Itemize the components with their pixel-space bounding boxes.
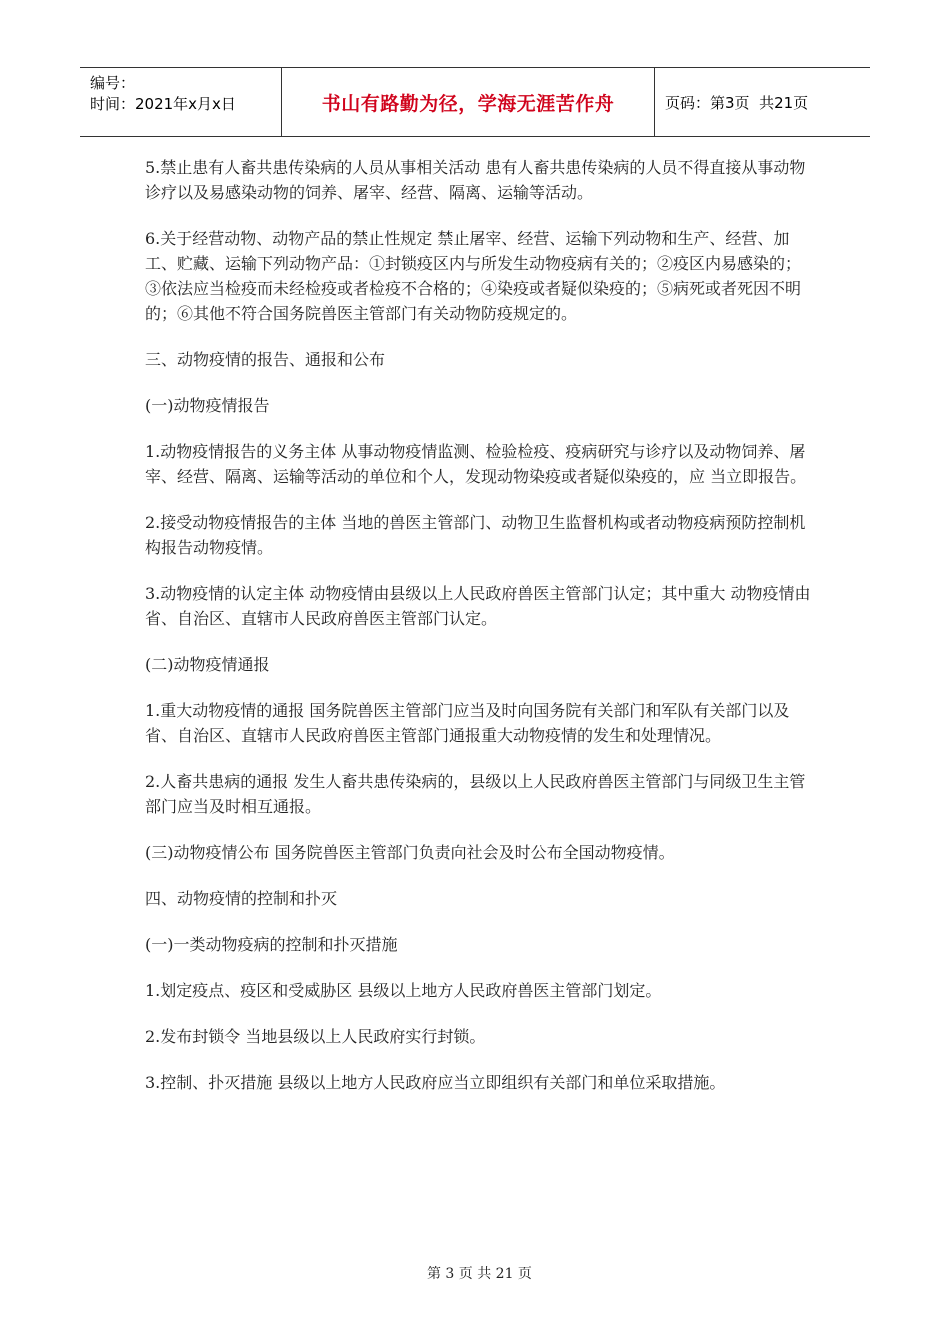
page-footer xyxy=(0,1247,950,1283)
paragraph: 1.重大动物疫情的通报 国务院兽医主管部门应当及时向国务院有关部门和军队有关部门以及省、自治区、直辖市人民政府兽医主管部门通报重大动物疫情的发生和处理情况。 xyxy=(145,701,790,745)
document-time-label: 时间：2021年x月x日 xyxy=(90,95,236,113)
document-body xyxy=(145,155,815,1116)
document-number-label: 编号： xyxy=(90,74,136,92)
header-motto-cell xyxy=(282,68,655,136)
header-page-info: 页码：第3页 共21页 xyxy=(665,93,809,112)
header-page-cell xyxy=(655,68,870,136)
header-motto: 书山有路勤为径，学海无涯苦作舟 xyxy=(321,92,615,115)
subsection-heading: (一)一类动物疫病的控制和扑灭措施 xyxy=(145,935,398,954)
paragraph: (三)动物疫情公布 国务院兽医主管部门负责向社会及时公布全国动物疫情。 xyxy=(145,843,675,862)
paragraph: 5.禁止患有人畜共患传染病的人员从事相关活动 患有人畜共患传染病的人员不得直接从事动物诊疗以及易感染动物的饲养、屠宰、经营、隔离、运输等活动。 xyxy=(145,158,806,202)
footer-page-number: 第 3 页 共 21 页 xyxy=(426,1266,532,1282)
paragraph: 3.控制、扑灭措施 县级以上地方人民政府应当立即组织有关部门和单位采取措施。 xyxy=(145,1073,726,1092)
paragraph: 3.动物疫情的认定主体 动物疫情由县级以上人民政府兽医主管部门认定；其中重大 动物疫情由省、自治区、直辖市人民政府兽医主管部门认定。 xyxy=(145,584,811,628)
section-heading: 三、动物疫情的报告、通报和公布 xyxy=(145,350,386,369)
page-header xyxy=(80,67,870,137)
section-heading: 四、动物疫情的控制和扑灭 xyxy=(145,889,338,908)
paragraph: 1.动物疫情报告的义务主体 从事动物疫情监测、检验检疫、疫病研究与诊疗以及动物饲养、屠宰、经营、隔离、运输等活动的单位和个人，发现动物染疫或者疑似染疫的，应 当立即报告。 xyxy=(145,442,807,486)
subsection-heading: (一)动物疫情报告 xyxy=(145,396,270,415)
paragraph: 6.关于经营动物、动物产品的禁止性规定 禁止屠宰、经营、运输下列动物和生产、经营、加工、贮藏、运输下列动物产品：①封锁疫区内与所发生动物疫病有关的；②疫区内易感染的；③依法应当检疫而未经检疫或者检疫不合格的；④染疫或者疑似染疫的；⑤病死或者死因不明的；⑥其他不符合国务院兽医主管部门有关动物防疫规定的。 xyxy=(145,229,802,323)
paragraph: 1.划定疫点、疫区和受威胁区 县级以上地方人民政府兽医主管部门划定。 xyxy=(145,981,662,1000)
paragraph: 2.人畜共患病的通报 发生人畜共患传染病的，县级以上人民政府兽医主管部门与同级卫生主管部门应当及时相互通报。 xyxy=(145,772,806,816)
paragraph: 2.接受动物疫情报告的主体 当地的兽医主管部门、动物卫生监督机构或者动物疫病预防控制机构报告动物疫情。 xyxy=(145,513,806,557)
paragraph: 2.发布封锁令 当地县级以上人民政府实行封锁。 xyxy=(145,1027,486,1046)
subsection-heading: (二)动物疫情通报 xyxy=(145,655,270,674)
header-meta-cell xyxy=(80,68,282,136)
